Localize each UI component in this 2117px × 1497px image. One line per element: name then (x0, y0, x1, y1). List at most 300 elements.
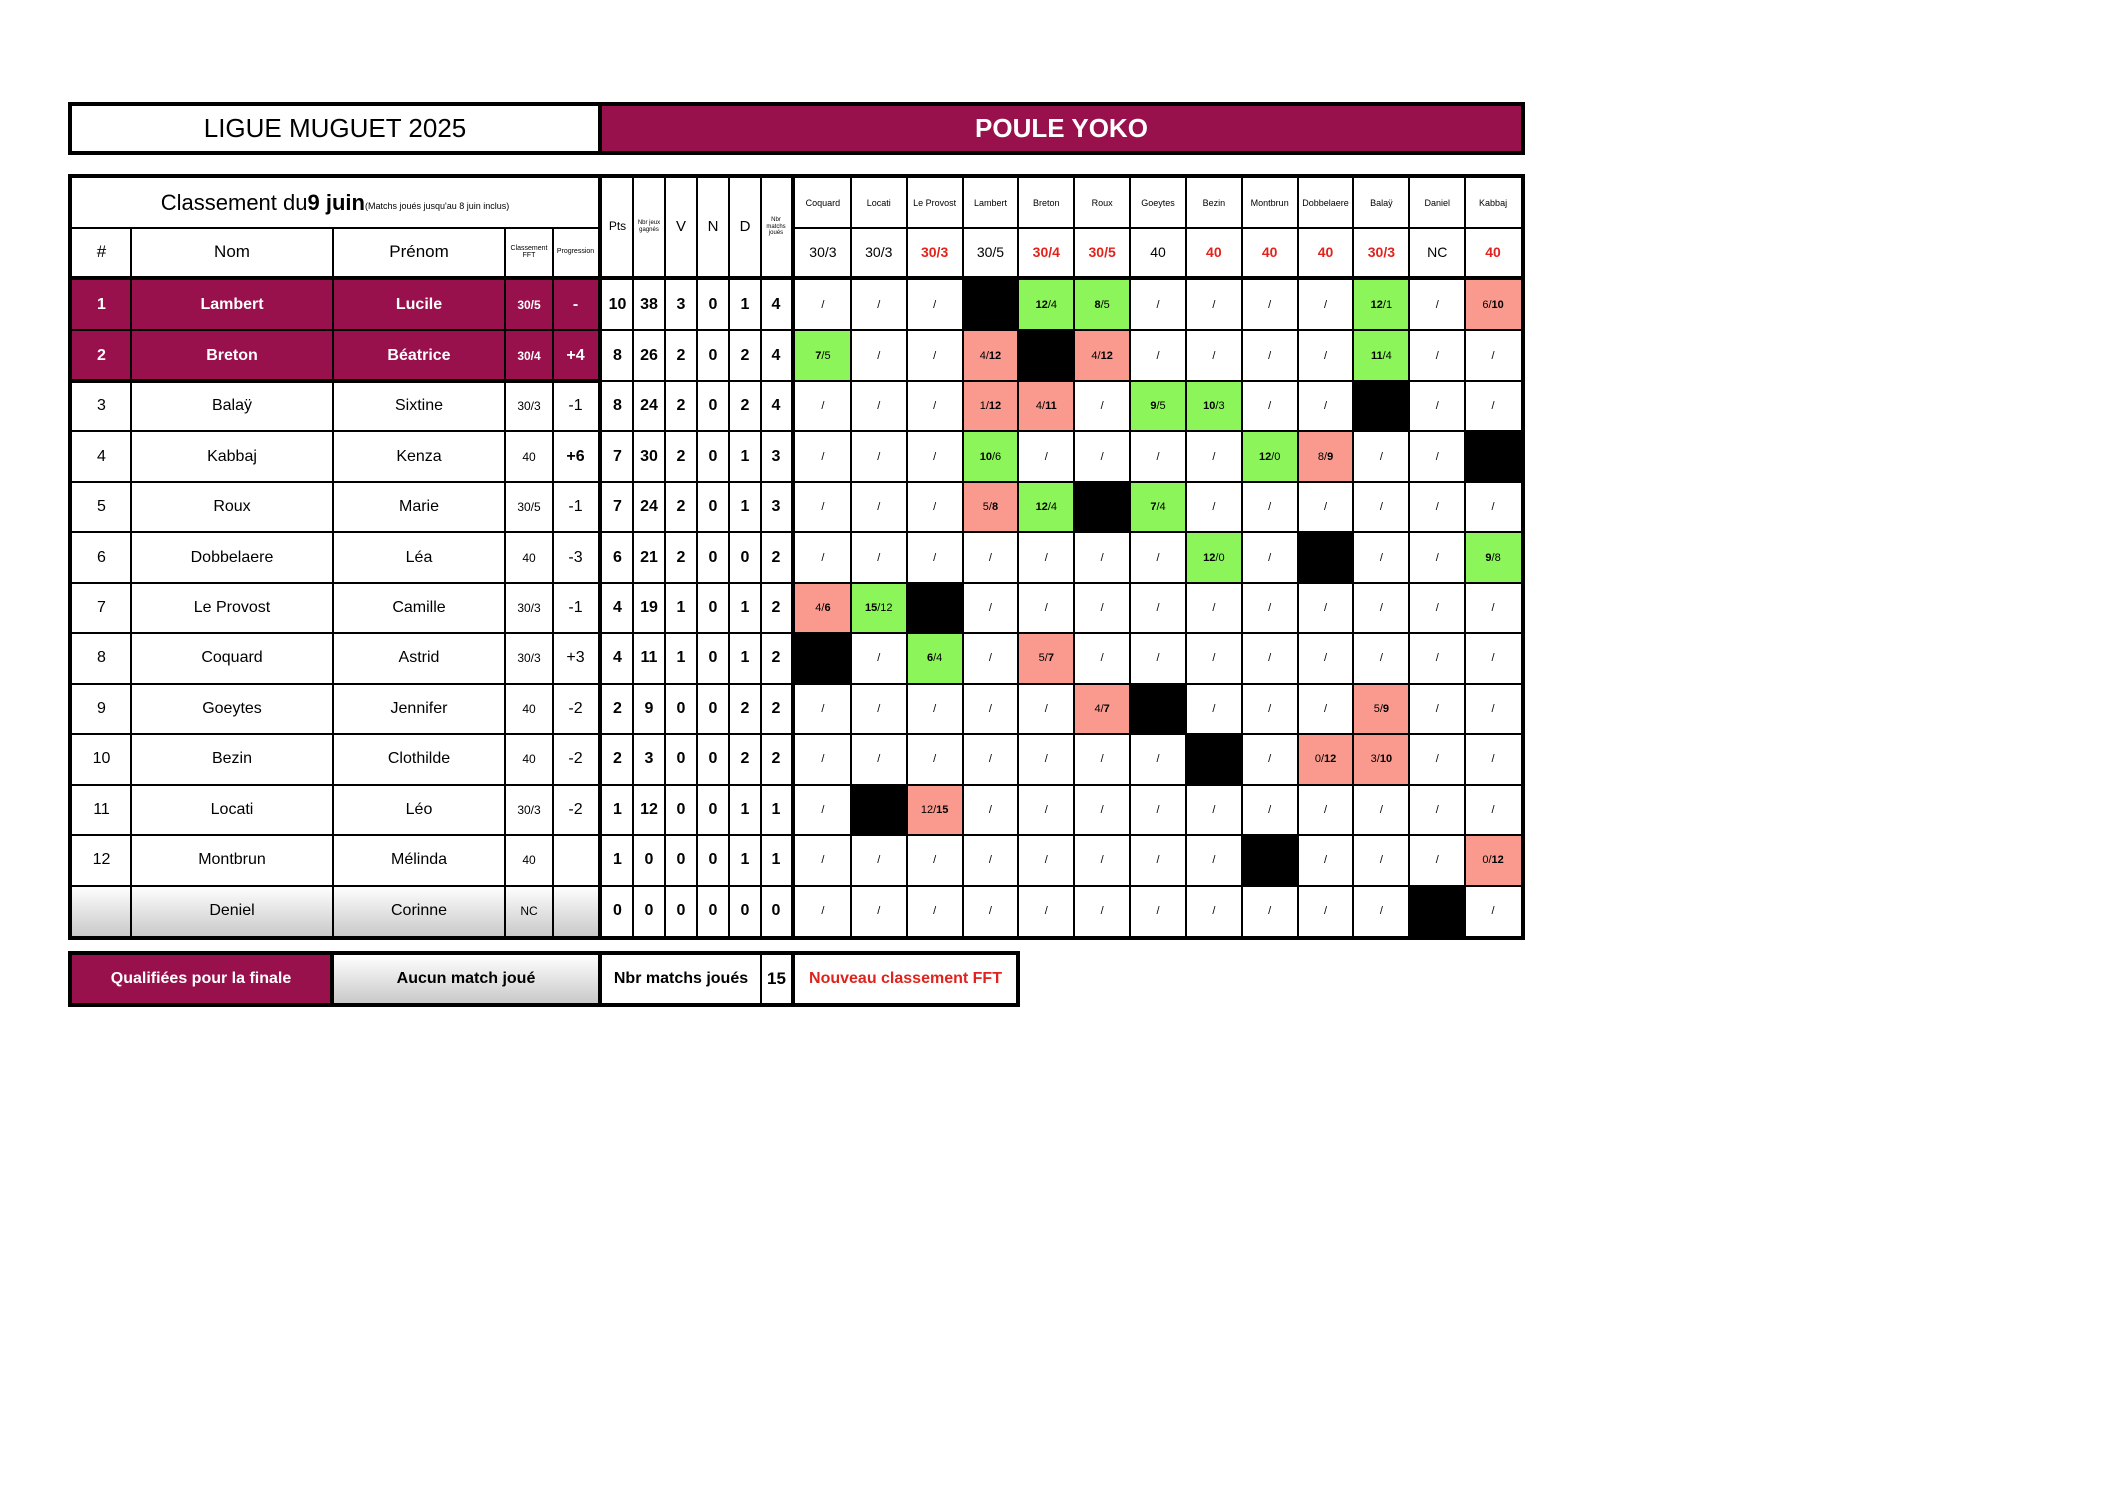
self-match-cell (907, 583, 963, 633)
self-match-cell (851, 785, 907, 835)
ranking-date: 9 juin (307, 190, 365, 215)
self-match-cell (1130, 684, 1186, 734)
empty-match-cell: / (1379, 601, 1383, 614)
empty-match-cell: / (1491, 702, 1495, 715)
score-separator: / (1156, 501, 1160, 514)
row-progression (553, 835, 598, 885)
empty-match-cell: / (1212, 702, 1216, 715)
empty-match-cell: / (1491, 349, 1495, 362)
score-player: 6 (1482, 299, 1489, 312)
row-stat: 2 (771, 699, 781, 717)
row-stat: 3 (771, 498, 781, 516)
col-header-played: Nbr matchs joués (766, 217, 786, 237)
row-stat: 4 (613, 598, 622, 616)
match-score-cell (1465, 835, 1521, 885)
score-separator: / (1215, 551, 1219, 564)
row-stat: 0 (676, 851, 686, 869)
empty-match-cell: / (1268, 803, 1272, 816)
empty-match-cell: / (821, 551, 825, 564)
match-score-cell (795, 583, 851, 633)
row-stat: 0 (708, 296, 718, 314)
empty-match-cell: / (1324, 854, 1328, 867)
score-player: 15 (864, 601, 878, 614)
match-score-cell (1298, 431, 1354, 481)
score-separator: / (1097, 349, 1101, 362)
opponent-name: Le Provost (913, 198, 957, 208)
score-separator: / (1324, 450, 1328, 463)
empty-match-cell: / (1044, 854, 1048, 867)
score-opponent: 8 (1494, 551, 1501, 564)
empty-match-cell: / (988, 702, 992, 715)
self-match-cell (1465, 431, 1521, 481)
score-opponent: 12 (1491, 854, 1504, 867)
score-player: 5 (1038, 652, 1045, 665)
score-separator: / (991, 450, 996, 463)
opp-divider (850, 178, 852, 936)
section-divider (791, 178, 795, 936)
empty-match-cell: / (1212, 652, 1216, 665)
row-stat: 2 (771, 598, 781, 616)
stat-divider (632, 178, 634, 936)
row-rank: 5 (97, 498, 106, 516)
match-score-cell (1130, 482, 1186, 532)
row-stat: 2 (613, 750, 622, 768)
row-fft: 40 (522, 853, 536, 868)
empty-match-cell: / (821, 702, 825, 715)
empty-match-cell: / (877, 652, 881, 665)
row-stat: 0 (708, 750, 718, 768)
empty-match-cell: / (988, 854, 992, 867)
score-player: 3 (1370, 753, 1377, 766)
opponent-name: Goeytes (1141, 198, 1175, 208)
match-score-cell (1242, 431, 1298, 481)
row-divider (72, 683, 1521, 685)
match-score-cell (1353, 684, 1409, 734)
empty-match-cell: / (1156, 349, 1160, 362)
opponent-name: Dobbelaere (1302, 198, 1349, 208)
score-separator: / (1320, 753, 1324, 766)
row-stat: 2 (740, 346, 750, 364)
row-stat: 10 (608, 296, 627, 314)
match-score-cell (1465, 280, 1521, 330)
opp-divider (1464, 178, 1466, 936)
score-separator: / (933, 652, 937, 665)
score-separator: / (1100, 702, 1104, 715)
row-stat: 4 (613, 649, 622, 667)
empty-match-cell: / (1324, 601, 1328, 614)
row-stat: 0 (708, 397, 718, 415)
empty-match-cell: / (1156, 551, 1160, 564)
row-first-name: Marie (398, 498, 439, 516)
score-player: 8 (1317, 450, 1324, 463)
empty-match-cell: / (1156, 450, 1160, 463)
match-score-cell (963, 381, 1019, 431)
empty-match-cell: / (821, 501, 825, 514)
score-separator: / (1047, 501, 1051, 514)
section-divider (598, 178, 602, 936)
score-separator: / (1382, 349, 1386, 362)
row-divider (72, 834, 1521, 836)
match-score-cell (851, 583, 907, 633)
empty-match-cell: / (877, 400, 881, 413)
empty-match-cell: / (1379, 904, 1383, 917)
empty-match-cell: / (1435, 400, 1439, 413)
row-stat: 0 (644, 901, 654, 919)
score-opponent: 7 (1047, 652, 1054, 665)
row-name: Coquard (201, 649, 263, 667)
row-rank (72, 886, 131, 936)
empty-match-cell: / (1100, 400, 1104, 413)
row-stat: 12 (640, 800, 658, 818)
row-divider (72, 885, 1521, 887)
empty-match-cell: / (1491, 904, 1495, 917)
col-divider (332, 228, 334, 276)
row-stat: 1 (676, 649, 686, 667)
empty-match-cell: / (1268, 551, 1272, 564)
self-match-cell (1353, 381, 1409, 431)
row-progression: +6 (566, 447, 585, 465)
row-stat: 0 (708, 699, 718, 717)
row-stat: 0 (708, 598, 718, 616)
col-header-name: Nom (214, 242, 250, 262)
score-player: 12 (1370, 299, 1383, 312)
row-stat: 1 (771, 800, 781, 818)
empty-match-cell: / (877, 904, 881, 917)
legend-no-match: Aucun match joué (334, 955, 598, 1003)
empty-match-cell: / (1212, 501, 1216, 514)
self-match-cell (1409, 886, 1465, 936)
score-opponent: 5 (1159, 400, 1166, 413)
header-bottom-border (72, 276, 1521, 280)
score-separator: / (1042, 400, 1046, 413)
col-header-n: N (707, 217, 719, 235)
score-player: 0 (1482, 854, 1489, 867)
empty-match-cell: / (1212, 450, 1216, 463)
row-fft: 40 (522, 550, 536, 565)
score-separator: / (1156, 400, 1160, 413)
empty-match-cell: / (1212, 601, 1216, 614)
row-stat: 2 (740, 699, 750, 717)
row-first-name: Corinne (333, 886, 505, 936)
row-stat: 1 (740, 296, 750, 314)
empty-match-cell: / (1212, 803, 1216, 816)
empty-match-cell: / (1435, 349, 1439, 362)
empty-match-cell: / (877, 551, 881, 564)
match-score-cell (1353, 280, 1409, 330)
row-stat: 2 (771, 548, 781, 566)
row-stat: 30 (640, 447, 658, 465)
opp-divider (1408, 178, 1410, 936)
row-name: Balaÿ (211, 397, 253, 415)
row-progression: -1 (568, 598, 583, 616)
opp-divider (1129, 178, 1131, 936)
row-stat: 8 (613, 397, 622, 415)
col-divider (552, 280, 554, 936)
opponent-name: Bezin (1202, 198, 1226, 208)
row-first-name: Clothilde (387, 750, 451, 768)
row-progression: -2 (568, 750, 583, 768)
score-separator: / (1047, 299, 1051, 312)
empty-match-cell: / (988, 753, 992, 766)
col-header-v: V (675, 217, 686, 235)
empty-match-cell: / (821, 450, 825, 463)
row-stat: 1 (740, 498, 750, 516)
row-name: Dobbelaere (190, 548, 274, 566)
row-name: Roux (213, 498, 251, 516)
pool-title: POULE YOKO (602, 106, 1521, 151)
empty-match-cell: / (1268, 753, 1272, 766)
row-rank: 1 (72, 280, 131, 330)
empty-match-cell: / (1435, 501, 1439, 514)
empty-match-cell: / (877, 349, 881, 362)
empty-match-cell: / (1044, 753, 1048, 766)
row-name: Lambert (131, 280, 333, 330)
opp-divider (1185, 178, 1187, 936)
match-score-cell (1353, 734, 1409, 784)
opponent-name: Breton (1033, 198, 1060, 208)
row-rank: 8 (97, 649, 106, 667)
row-name: Breton (131, 330, 333, 380)
score-player: 5 (1373, 702, 1380, 715)
empty-match-cell: / (1435, 854, 1439, 867)
row-stat: 19 (640, 598, 658, 616)
score-opponent: 11 (1045, 400, 1057, 413)
opponent-rank: 40 (1150, 244, 1166, 260)
row-stat: 2 (676, 397, 686, 415)
empty-match-cell: / (988, 551, 992, 564)
score-opponent: 9 (1382, 702, 1390, 715)
empty-match-cell: / (1156, 601, 1160, 614)
row-first-name: Jennifer (390, 699, 448, 717)
match-score-cell (1130, 381, 1186, 431)
score-separator: / (1488, 854, 1492, 867)
row-fft: 30/3 (517, 399, 541, 414)
self-match-cell (1242, 835, 1298, 885)
row-stat: 1 (740, 851, 750, 869)
score-separator: / (1488, 299, 1492, 312)
match-score-cell (963, 431, 1019, 481)
row-divider (72, 632, 1521, 634)
empty-match-cell: / (1324, 349, 1328, 362)
row-name: Bezin (211, 750, 253, 768)
score-player: 9 (1150, 400, 1157, 413)
score-player: 12 (1203, 551, 1216, 564)
score-opponent: 4 (936, 652, 943, 665)
row-progression: -1 (568, 498, 583, 516)
score-opponent: 10 (1491, 299, 1504, 312)
empty-match-cell: / (933, 551, 937, 564)
row-stat: 0 (676, 750, 686, 768)
row-first-name: Lucile (333, 280, 505, 330)
empty-match-cell: / (877, 501, 881, 514)
row-stat: 1 (740, 598, 750, 616)
empty-match-cell: / (821, 803, 825, 816)
match-score-cell (963, 482, 1019, 532)
opponent-name: Balaÿ (1370, 198, 1393, 208)
match-score-cell (1465, 532, 1521, 582)
empty-match-cell: / (1212, 904, 1216, 917)
match-score-cell (963, 330, 1019, 380)
score-opponent: 15 (936, 803, 949, 816)
opp-header-divider (795, 227, 1521, 229)
row-first-name: Béatrice (333, 330, 505, 380)
col-header-rank: # (96, 242, 107, 262)
row-stat: 7 (613, 498, 622, 516)
empty-match-cell: / (1268, 652, 1272, 665)
score-separator: / (985, 349, 989, 362)
score-player: 6 (926, 652, 934, 665)
row-stat: 0 (708, 901, 718, 919)
empty-match-cell: / (933, 854, 937, 867)
empty-match-cell: / (1044, 601, 1048, 614)
empty-match-cell: / (1324, 400, 1328, 413)
legend-played-label: Nbr matchs joués (613, 970, 749, 987)
row-stat: 2 (676, 498, 686, 516)
row-name: Kabbaj (207, 447, 257, 465)
row-fft: 30/4 (505, 330, 553, 380)
row-first-name: Camille (392, 598, 446, 616)
empty-match-cell: / (1435, 450, 1439, 463)
score-separator: / (821, 601, 825, 614)
empty-match-cell: / (1379, 854, 1383, 867)
score-player: 4 (1094, 702, 1101, 715)
score-player: 1 (979, 400, 986, 413)
opp-divider (906, 178, 908, 936)
row-divider (72, 329, 1521, 331)
opponent-rank: NC (1427, 244, 1448, 260)
row-stat: 1 (613, 851, 622, 869)
match-score-cell (1186, 381, 1242, 431)
opponent-rank: 30/3 (809, 244, 837, 260)
row-progression: -1 (568, 397, 583, 415)
opponent-rank: 30/5 (1088, 244, 1116, 260)
score-separator: / (877, 601, 881, 614)
self-match-cell (1018, 330, 1074, 380)
row-stat: 4 (771, 296, 781, 314)
row-divider (72, 481, 1521, 483)
opponent-rank: 30/3 (865, 244, 893, 260)
opp-divider (1017, 178, 1019, 936)
empty-match-cell: / (1100, 753, 1104, 766)
empty-match-cell: / (1435, 601, 1439, 614)
empty-match-cell: / (1491, 601, 1495, 614)
empty-match-cell: / (933, 904, 937, 917)
opp-divider (1352, 178, 1354, 936)
opponent-rank: 30/5 (976, 244, 1005, 260)
empty-match-cell: / (877, 753, 881, 766)
empty-match-cell: / (1379, 501, 1383, 514)
score-player: 9 (1485, 551, 1492, 564)
empty-match-cell: / (1268, 601, 1272, 614)
row-fft: 30/5 (517, 500, 541, 515)
row-stat: 3 (644, 750, 654, 768)
empty-match-cell: / (1379, 803, 1383, 816)
row-name: Locati (210, 800, 254, 818)
ranking-heading (72, 178, 598, 228)
row-rank: 9 (97, 699, 106, 717)
col-header-fft: Classement FFT (510, 244, 548, 259)
score-opponent: 0 (1218, 551, 1225, 564)
col-divider (332, 280, 334, 936)
row-stat: 9 (644, 699, 654, 717)
empty-match-cell: / (1435, 299, 1439, 312)
match-score-cell (1018, 482, 1074, 532)
stat-divider (664, 178, 666, 936)
row-fft: 40 (522, 701, 536, 716)
empty-match-cell: / (1491, 652, 1495, 665)
empty-match-cell: / (821, 854, 825, 867)
score-opponent: 10 (1379, 753, 1393, 766)
row-stat: 4 (771, 346, 781, 364)
row-divider (72, 733, 1521, 735)
row-rank: 6 (97, 548, 106, 566)
opponent-rank: 30/3 (1367, 244, 1395, 260)
score-separator: / (1491, 551, 1495, 564)
match-score-cell (1018, 280, 1074, 330)
score-separator: / (1379, 702, 1383, 715)
opponent-rank: 40 (1261, 244, 1278, 260)
empty-match-cell: / (1212, 854, 1216, 867)
empty-match-cell: / (1435, 803, 1439, 816)
row-rank: 4 (97, 447, 106, 465)
score-separator: / (1271, 450, 1275, 463)
opp-divider (1073, 178, 1075, 936)
row-stat: 38 (640, 296, 658, 314)
row-stat: 24 (640, 498, 658, 516)
legend-new-rank: Nouveau classement FFT (809, 970, 1002, 987)
row-stat: 0 (771, 901, 781, 919)
score-opponent: 12 (1324, 753, 1337, 766)
empty-match-cell: / (1324, 702, 1328, 715)
score-separator: / (933, 803, 937, 816)
empty-match-cell: / (1324, 803, 1328, 816)
match-score-cell (1018, 381, 1074, 431)
score-separator: / (1215, 400, 1219, 413)
row-stat: 8 (613, 346, 622, 364)
row-progression: +3 (566, 649, 585, 667)
empty-match-cell: / (1044, 551, 1048, 564)
row-first-name: Léa (405, 548, 433, 566)
row-stat: 1 (771, 851, 781, 869)
empty-match-cell: / (821, 753, 825, 766)
empty-match-cell: / (933, 702, 937, 715)
row-stat: 7 (613, 447, 622, 465)
row-divider (72, 784, 1521, 786)
row-stat: 0 (708, 548, 718, 566)
row-stat: 2 (613, 699, 622, 717)
self-match-cell (963, 280, 1019, 330)
opponent-rank: 30/3 (920, 244, 949, 260)
empty-match-cell: / (1435, 753, 1439, 766)
empty-match-cell: / (1044, 803, 1048, 816)
empty-match-cell: / (1268, 702, 1272, 715)
empty-match-cell: / (821, 904, 825, 917)
row-progression (553, 886, 598, 936)
score-separator: / (988, 501, 992, 514)
row-rank: 7 (97, 598, 106, 616)
row-stat: 0 (613, 901, 622, 919)
ranking-note: (Matchs joués jusqu'au 8 juin inclus) (364, 201, 510, 211)
empty-match-cell: / (1268, 904, 1272, 917)
score-player: 0 (1314, 753, 1321, 766)
empty-match-cell: / (821, 299, 825, 312)
score-opponent: 7 (1103, 702, 1110, 715)
empty-match-cell: / (988, 904, 992, 917)
score-player: 12 (1258, 450, 1272, 463)
score-opponent: 5 (824, 349, 831, 362)
empty-match-cell: / (1379, 450, 1383, 463)
row-stat: 0 (740, 901, 750, 919)
